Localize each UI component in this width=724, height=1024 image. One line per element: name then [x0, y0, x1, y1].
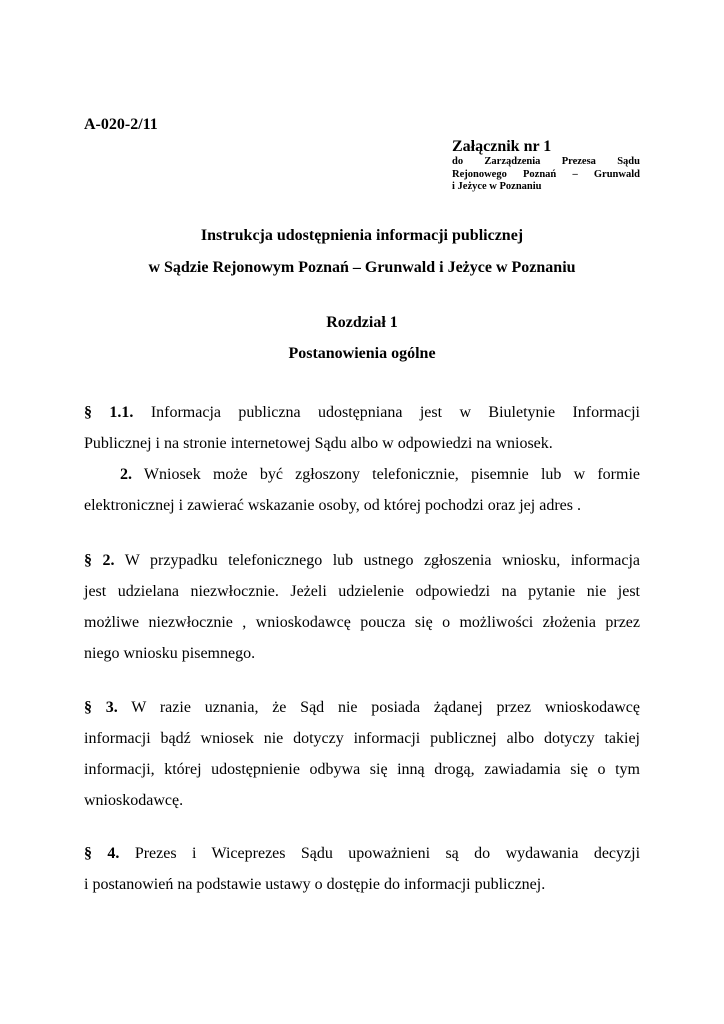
annex-line: do Zarządzenia Prezesa Sądu	[452, 156, 640, 167]
paragraph-line: niego wniosku pisemnego.	[84, 645, 256, 662]
annex-title: Załącznik nr 1	[452, 138, 552, 155]
section-mark: § 2.	[84, 552, 115, 569]
paragraph-line: wnioskodawcę.	[84, 792, 184, 809]
annex-description	[452, 156, 640, 194]
paragraph-line: elektronicznej i zawierać wskazanie osoby, od której pochodzi oraz jej adres .	[84, 497, 581, 514]
paragraph-line: możliwe niezwłocznie , wnioskodawcę poucza się o możliwości złożenia przez	[84, 614, 640, 631]
section-mark: § 4.	[84, 845, 120, 862]
paragraph-line: informacji bądź wniosek nie dotyczy informacji publicznej albo dotyczy takiej	[84, 730, 640, 747]
document-reference-number: A-020-2/11	[84, 116, 158, 133]
paragraph-line: § 3. W razie uznania, że Sąd nie posiada żądanej przez wnioskodawcę	[84, 699, 641, 716]
section-mark: 2.	[120, 466, 132, 483]
document-title-line-1: Instrukcja udostępnienia informacji publicznej	[200, 227, 524, 244]
section-4	[84, 838, 640, 900]
paragraph-line: § 2. W przypadku telefonicznego lub ustnego zgłoszenia wniosku, informacja	[84, 552, 640, 569]
section-mark: § 1.1.	[84, 404, 134, 421]
section-2	[84, 545, 640, 669]
paragraph-line: Publicznej i na stronie internetowej Sądu albo w odpowiedzi na wniosek.	[84, 435, 553, 452]
annex-line: Rejonowego Poznań – Grunwald	[452, 168, 640, 180]
section-1-2	[84, 459, 640, 521]
paragraph-line: jest udzielana niezwłocznie. Jeżeli udzielenie odpowiedzi na pytanie nie jest	[84, 583, 640, 600]
document-title-line-2: w Sądzie Rejonowym Poznań – Grunwald i Jeżyce w Poznaniu	[148, 259, 576, 276]
section-1-1	[84, 397, 640, 459]
paragraph-line: § 4. Prezes i Wiceprezes Sądu upoważnieni są do wydawania decyzji	[84, 845, 641, 862]
annex-line: i Jeżyce w Poznaniu	[452, 181, 542, 192]
paragraph-line: 2. Wniosek może być zgłoszony telefonicznie, pisemnie lub w formie	[120, 466, 640, 483]
chapter-name: Postanowienia ogólne	[288, 345, 436, 362]
section-mark: § 3.	[84, 699, 118, 716]
paragraph-line: informacji, której udostępnienie odbywa się inną drogą, zawiadamia się o tym	[84, 761, 640, 778]
paragraph-line: § 1.1. Informacja publiczna udostępniana jest w Biuletynie Informacji	[84, 404, 640, 421]
annex-block	[452, 138, 640, 194]
section-3	[84, 692, 640, 816]
paragraph-line: i postanowień na podstawie ustawy o dostępie do informacji publicznej.	[84, 876, 546, 893]
chapter-number: Rozdział 1	[326, 314, 398, 331]
